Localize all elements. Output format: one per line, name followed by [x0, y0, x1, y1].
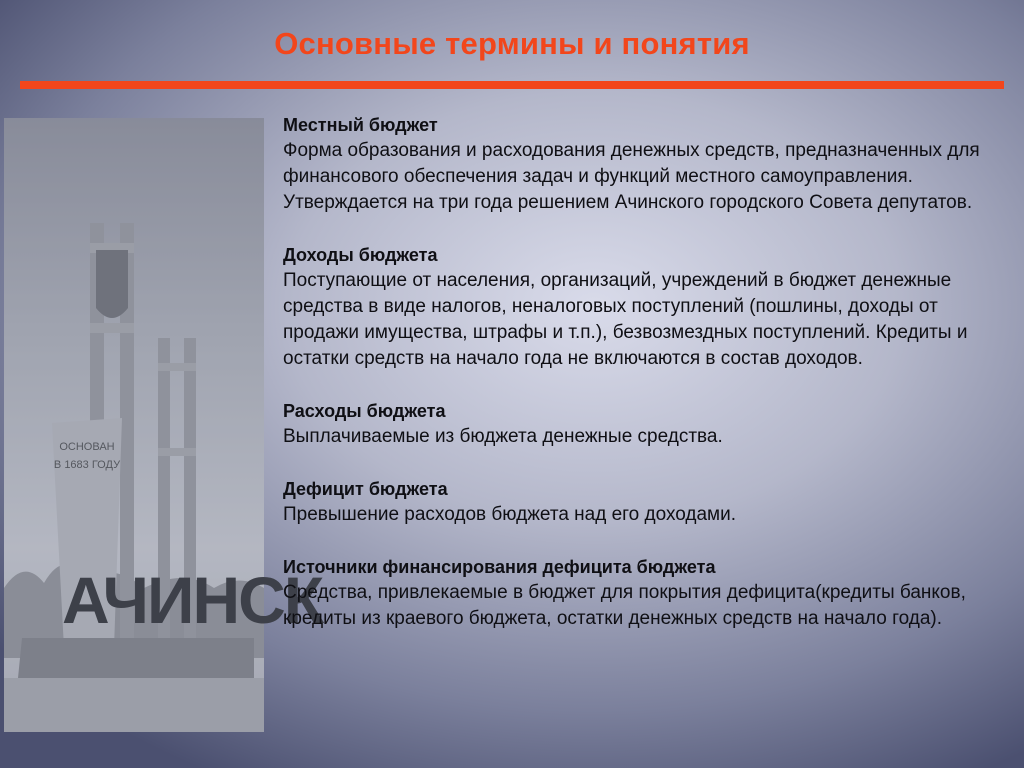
term-heading: Расходы бюджета	[283, 401, 446, 421]
city-sign-photo	[4, 118, 323, 732]
term-definition: Поступающие от населения, организаций, учреждений в бюджет денежные средства в виде налогов, неналоговых поступлений (пошлины, доходы от продажи имущества, штрафы и т.п.), безвозмездных поступлений. Кредиты и остатки средств на начало года не включаются в состав доходов.	[283, 270, 968, 369]
terms-list	[283, 112, 1008, 658]
term-definition: Форма образования и расходования денежных средств, предназначенных для финансового обеспечения задач и функций местного самоуправления. Утверждается на три года решением Ачинского городского Совета депутатов.	[283, 140, 980, 213]
term-heading: Дефицит бюджета	[283, 479, 448, 499]
term-deficit-financing	[283, 554, 1008, 632]
term-definition: Средства, привлекаемые в бюджет для покрытия дефицита(кредиты банков, кредиты из краевого бюджета, остатки денежных средств на начало года).	[283, 582, 966, 629]
term-heading: Источники финансирования дефицита бюджета	[283, 557, 716, 577]
sign-letters: АЧИНСК	[62, 563, 323, 637]
term-budget-expenses	[283, 398, 1008, 450]
city-sign-illustration	[4, 118, 323, 732]
plaque-line2: В 1683 ГОДУ	[53, 459, 121, 471]
term-budget-deficit	[283, 476, 1008, 528]
term-local-budget	[283, 112, 1008, 216]
term-heading: Доходы бюджета	[283, 245, 438, 265]
slide-title: Основные термины и понятия	[274, 26, 750, 61]
term-definition: Выплачиваемые из бюджета денежные средства.	[283, 426, 723, 447]
term-heading: Местный бюджет	[283, 115, 438, 135]
plaque-line1: ОСНОВАН	[59, 441, 115, 453]
term-definition: Превышение расходов бюджета над его доходами.	[283, 504, 737, 525]
term-budget-revenue	[283, 242, 1008, 372]
title-underline	[20, 81, 1004, 89]
